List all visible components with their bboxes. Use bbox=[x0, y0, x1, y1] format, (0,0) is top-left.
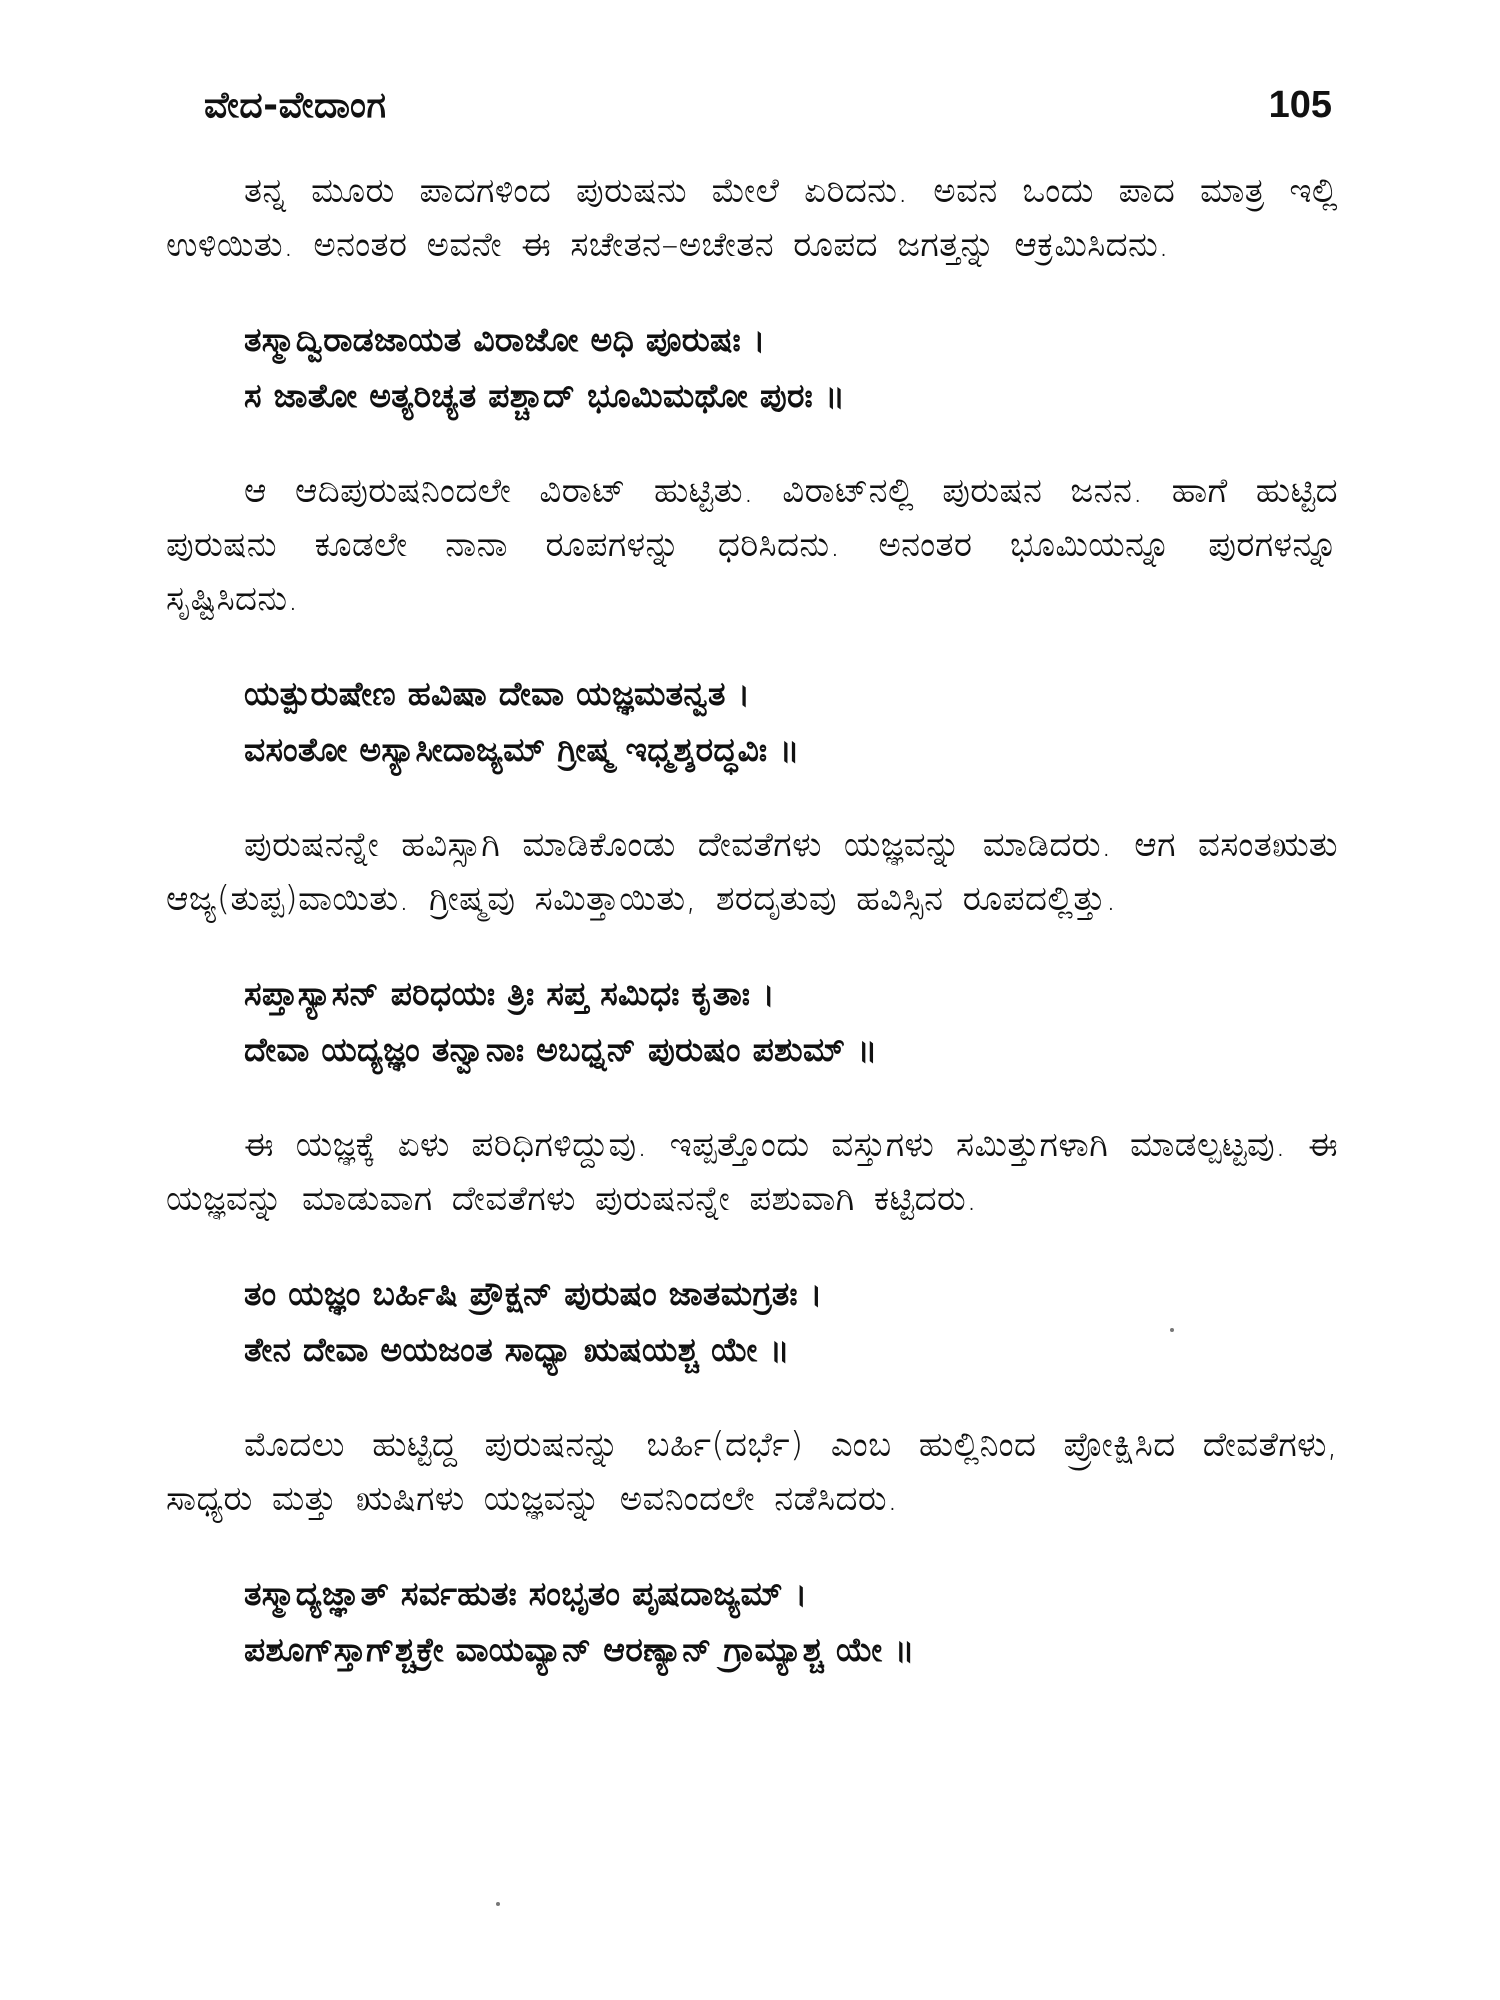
book-page bbox=[166, 84, 1338, 1718]
prose-paragraph: ಆ ಆದಿಪುರುಷನಿಂದಲೇ ವಿರಾಟ್ ಹುಟ್ಟಿತು. ವಿರಾಟ್‌ನಲ್ಲಿ ಪುರುಷನ ಜನನ. ಹಾಗೆ ಹುಟ್ಟಿದ ಪುರುಷನು ಕೂಡಲೇ ನಾನಾ ರೂಪಗಳನ್ನು ಧರಿಸಿದನು. ಅನಂತರ ಭೂಮಿಯನ್ನೂ ಪುರಗಳನ್ನೂ ಸೃಷ್ಟಿಸಿದನು. bbox=[166, 471, 1338, 619]
verse-line: ಸಪ್ತಾಸ್ಯಾಸನ್ ಪರಿಧಯಃ ತ್ರಿಃ ಸಪ್ತ ಸಮಿಧಃ ಕೃತಾಃ । bbox=[244, 974, 775, 1013]
verse-line: ತೇನ ದೇವಾ ಅಯಜಂತ ಸಾಧ್ಯಾ ಋಷಯಶ್ಚ ಯೇ ॥ bbox=[244, 1330, 790, 1369]
page-number: 105 bbox=[1268, 84, 1332, 126]
verse-block bbox=[244, 1266, 1338, 1378]
verse-block bbox=[244, 666, 1338, 778]
verse-block bbox=[244, 312, 1338, 424]
scan-speck bbox=[496, 1902, 500, 1906]
verse-block bbox=[244, 966, 1338, 1078]
prose-paragraph: ಈ ಯಜ್ಞಕ್ಕೆ ಏಳು ಪರಿಧಿಗಳಿದ್ದುವು. ಇಪ್ಪತ್ತೊಂದು ವಸ್ತುಗಳು ಸಮಿತ್ತುಗಳಾಗಿ ಮಾಡಲ್ಪಟ್ಟವು. ಈ ಯಜ್ಞವನ್ನು ಮಾಡುವಾಗ ದೇವತೆಗಳು ಪುರುಷನನ್ನೇ ಪಶುವಾಗಿ ಕಟ್ಟಿದರು. bbox=[166, 1125, 1338, 1219]
page-header bbox=[166, 84, 1338, 146]
verse-line: ತಂ ಯಜ್ಞಂ ಬರ್ಹಿಷಿ ಪ್ರೌಕ್ಷನ್ ಪುರುಷಂ ಜಾತಮಗ್ರತಃ । bbox=[244, 1274, 823, 1313]
scan-speck bbox=[1170, 1328, 1174, 1332]
page-body bbox=[166, 164, 1338, 1678]
verse-line: ವಸಂತೋ ಅಸ್ಯಾಸೀದಾಜ್ಯಮ್ ಗ್ರೀಷ್ಮ ಇಧ್ಮಶ್ಶರದ್ಧವಿಃ ॥ bbox=[244, 730, 800, 769]
verse-line: ಪಶೂಗ್‌ಸ್ತಾಗ್‌ಶ್ಚಕ್ರೇ ವಾಯವ್ಯಾನ್ ಆರಣ್ಯಾನ್ ಗ್ರಾಮ್ಯಾಶ್ಚ ಯೇ ॥ bbox=[244, 1630, 915, 1669]
verse-block bbox=[244, 1566, 1338, 1678]
prose-paragraph: ಮೊದಲು ಹುಟ್ಟಿದ್ದ ಪುರುಷನನ್ನು ಬರ್ಹಿ(ದರ್ಭೆ) ಎಂಬ ಹುಲ್ಲಿನಿಂದ ಪ್ರೋಕ್ಷಿಸಿದ ದೇವತೆಗಳು, ಸಾಧ್ಯರು ಮತ್ತು ಋಷಿಗಳು ಯಜ್ಞವನ್ನು ಅವನಿಂದಲೇ ನಡೆಸಿದರು. bbox=[166, 1425, 1338, 1519]
running-head: ವೇದ-ವೇದಾಂಗ bbox=[204, 85, 387, 126]
prose-paragraph: ತನ್ನ ಮೂರು ಪಾದಗಳಿಂದ ಪುರುಷನು ಮೇಲೆ ಏರಿದನು. ಅವನ ಒಂದು ಪಾದ ಮಾತ್ರ ಇಲ್ಲಿ ಉಳಿಯಿತು. ಅನಂತರ ಅವನೇ ಈ ಸಚೇತನ–ಅಚೇತನ ರೂಪದ ಜಗತ್ತನ್ನು ಆಕ್ರಮಿಸಿದನು. bbox=[166, 171, 1338, 265]
verse-line: ದೇವಾ ಯದ್ಯಜ್ಞಂ ತನ್ವಾನಾಃ ಅಬಧ್ನನ್ ಪುರುಷಂ ಪಶುಮ್ ॥ bbox=[244, 1030, 878, 1069]
prose-paragraph: ಪುರುಷನನ್ನೇ ಹವಿಸ್ಸಾಗಿ ಮಾಡಿಕೊಂಡು ದೇವತೆಗಳು ಯಜ್ಞವನ್ನು ಮಾಡಿದರು. ಆಗ ವಸಂತಋತು ಆಜ್ಯ(ತುಪ್ಪ)ವಾಯಿತು. ಗ್ರೀಷ್ಮವು ಸಮಿತ್ತಾಯಿತು, ಶರದೃತುವು ಹವಿಸ್ಸಿನ ರೂಪದಲ್ಲಿತ್ತು. bbox=[166, 825, 1338, 919]
verse-line: ಯತ್ಪುರುಷೇಣ ಹವಿಷಾ ದೇವಾ ಯಜ್ಞಮತನ್ವತ । bbox=[244, 674, 751, 713]
verse-line: ಸ ಜಾತೋ ಅತ್ಯರಿಚ್ಯತ ಪಶ್ಚಾದ್ ಭೂಮಿಮಥೋ ಪುರಃ ॥ bbox=[244, 376, 846, 415]
verse-line: ತಸ್ಮಾದ್ವಿರಾಡಜಾಯತ ವಿರಾಜೋ ಅಧಿ ಪೂರುಷಃ । bbox=[244, 320, 766, 359]
verse-line: ತಸ್ಮಾದ್ಯಜ್ಞಾತ್ ಸರ್ವಹುತಃ ಸಂಭೃತಂ ಪೃಷದಾಜ್ಯಮ್ । bbox=[244, 1574, 808, 1613]
